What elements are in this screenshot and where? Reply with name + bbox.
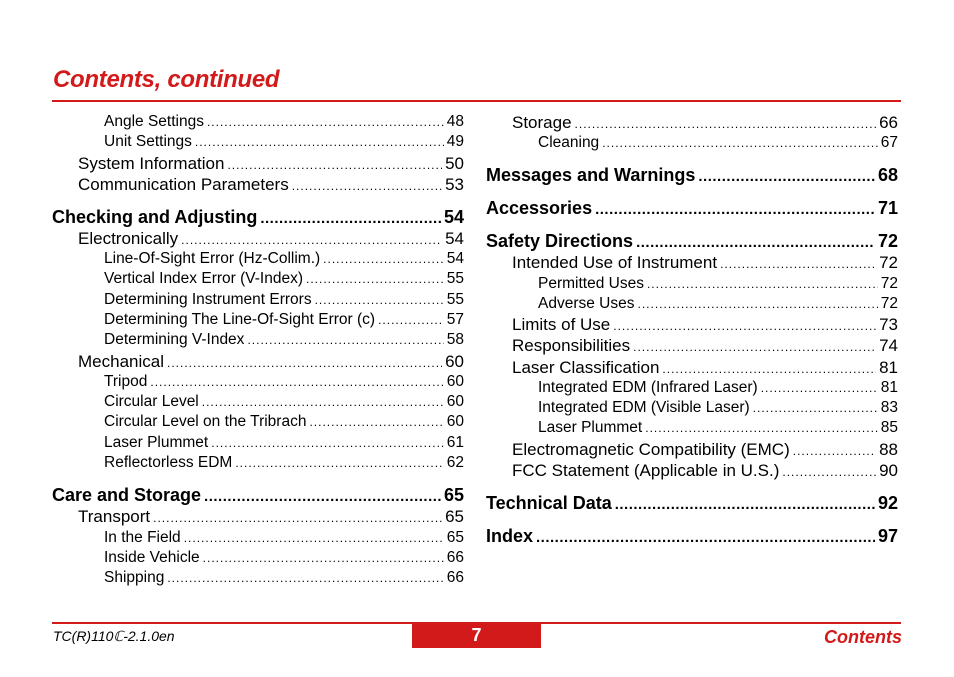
- toc-section-entry[interactable]: [486, 526, 898, 548]
- toc-section-entry[interactable]: [486, 231, 898, 253]
- toc-entry-page: 50: [445, 153, 464, 173]
- toc-entry-title: Responsibilities: [512, 336, 631, 356]
- dot-leader: [184, 531, 444, 545]
- toc-entry[interactable]: [52, 352, 464, 373]
- dot-leader: [698, 168, 875, 185]
- toc-entry[interactable]: [52, 113, 464, 133]
- toc-entry[interactable]: [486, 399, 898, 419]
- dot-leader: [793, 444, 876, 458]
- toc-column-right: [486, 113, 898, 548]
- dot-leader: [662, 362, 876, 376]
- dot-leader: [260, 210, 441, 227]
- toc-entry-page: 74: [879, 336, 898, 356]
- toc-entry-title: Shipping: [104, 569, 165, 587]
- toc-entry[interactable]: [486, 275, 898, 295]
- toc-entry[interactable]: [52, 270, 464, 290]
- toc-entry-title: Reflectorless EDM: [104, 454, 233, 472]
- toc-entry-page: 73: [879, 315, 898, 335]
- dot-leader: [647, 277, 878, 291]
- toc-entry-title: In the Field: [104, 528, 181, 546]
- toc-entry-page: 60: [446, 372, 464, 390]
- toc-entry-page: 72: [877, 231, 898, 252]
- toc-entry-title: Laser Plummet: [538, 419, 643, 437]
- document-code: TC(R)110ℂ-2.1.0en: [53, 628, 175, 644]
- toc-entry-page: 72: [880, 274, 898, 292]
- dot-leader: [204, 488, 441, 505]
- toc-entry[interactable]: [52, 413, 464, 433]
- toc-entry[interactable]: [52, 373, 464, 393]
- toc-entry-title: Index: [486, 526, 534, 547]
- toc-entry[interactable]: [52, 311, 464, 331]
- toc-entry-page: 88: [879, 439, 898, 459]
- toc-entry-title: Limits of Use: [512, 315, 611, 335]
- toc-entry-title: Unit Settings: [104, 133, 192, 151]
- dot-leader: [247, 333, 443, 347]
- toc-entry-title: Transport: [78, 507, 151, 527]
- dot-leader: [637, 297, 877, 311]
- toc-entry[interactable]: [486, 295, 898, 315]
- dot-leader: [181, 233, 442, 247]
- toc-entry[interactable]: [52, 291, 464, 311]
- dot-leader: [536, 529, 875, 546]
- toc-entry-title: Safety Directions: [486, 231, 634, 252]
- toc-entry[interactable]: [52, 250, 464, 270]
- toc-entry-page: 68: [877, 165, 898, 186]
- toc-entry-page: 48: [446, 113, 464, 130]
- dot-leader: [575, 117, 877, 131]
- toc-entry[interactable]: [486, 440, 898, 461]
- toc-entry-title: Care and Storage: [52, 485, 202, 506]
- dot-leader: [602, 136, 878, 150]
- toc-entry-title: Inside Vehicle: [104, 548, 200, 566]
- toc-entry-page: 60: [446, 393, 464, 411]
- dot-leader: [636, 234, 875, 251]
- dot-leader: [782, 465, 876, 479]
- toc-entry-page: 66: [446, 569, 464, 587]
- toc-entry-page: 65: [443, 485, 464, 506]
- toc-entry-page: 97: [877, 526, 898, 547]
- toc-entry-title: Line-Of-Sight Error (Hz-Collim.): [104, 250, 321, 268]
- toc-entry-title: Tripod: [104, 372, 148, 390]
- toc-entry[interactable]: [486, 113, 898, 134]
- toc-entry-title: Determining Instrument Errors: [104, 290, 312, 308]
- toc-entry-page: 60: [445, 351, 464, 371]
- dot-leader: [378, 313, 444, 327]
- toc-entry-page: 66: [446, 548, 464, 566]
- toc-entry-page: 71: [877, 198, 898, 219]
- dot-leader: [167, 571, 443, 585]
- toc-entry-page: 65: [445, 507, 464, 527]
- toc-entry-title: Circular Level on the Tribrach: [104, 413, 307, 431]
- toc-entry[interactable]: [52, 434, 464, 454]
- toc-entry[interactable]: [52, 454, 464, 474]
- toc-entry-page: 58: [446, 331, 464, 349]
- toc-entry-title: Integrated EDM (Visible Laser): [538, 399, 750, 417]
- dot-leader: [720, 257, 876, 271]
- toc-entry-title: Messages and Warnings: [486, 165, 696, 186]
- toc-section-entry[interactable]: [486, 493, 898, 515]
- toc-section-entry[interactable]: [486, 198, 898, 220]
- toc-entry-title: FCC Statement (Applicable in U.S.): [512, 460, 780, 480]
- toc-entry[interactable]: [52, 229, 464, 250]
- toc-entry-title: Electronically: [78, 228, 179, 248]
- toc-entry-title: Angle Settings: [104, 113, 204, 130]
- toc-entry-page: 60: [446, 413, 464, 431]
- toc-entry-title: Laser Plummet: [104, 433, 209, 451]
- page-title: Contents, continued: [53, 66, 280, 93]
- toc-entry-page: 85: [880, 419, 898, 437]
- toc-entry[interactable]: [486, 253, 898, 274]
- toc-entry[interactable]: [52, 393, 464, 413]
- dot-leader: [167, 356, 442, 370]
- toc-entry-page: 65: [446, 528, 464, 546]
- toc-entry-page: 53: [445, 174, 464, 194]
- toc-entry-page: 55: [446, 270, 464, 288]
- toc-column-left: [52, 113, 464, 589]
- toc-entry-title: Laser Classification: [512, 357, 660, 377]
- toc-entry[interactable]: [52, 133, 464, 153]
- toc-entry[interactable]: [52, 175, 464, 196]
- dot-leader: [202, 395, 444, 409]
- toc-entry-page: 66: [879, 113, 898, 132]
- toc-entry-page: 92: [877, 493, 898, 514]
- toc-entry[interactable]: [486, 419, 898, 439]
- toc-entry-title: Integrated EDM (Infrared Laser): [538, 378, 758, 396]
- dot-leader: [615, 496, 875, 513]
- dot-leader: [195, 135, 444, 149]
- toc-entry-title: Determining The Line-Of-Sight Error (c): [104, 311, 376, 329]
- dot-leader: [613, 319, 876, 333]
- toc-entry-title: Vertical Index Error (V-Index): [104, 270, 303, 288]
- toc-entry[interactable]: [52, 331, 464, 351]
- toc-entry-page: 54: [445, 228, 464, 248]
- toc-entry-page: 54: [443, 206, 464, 227]
- dot-leader: [753, 401, 878, 415]
- toc-entry-title: Checking and Adjusting: [52, 206, 258, 227]
- toc-entry[interactable]: [486, 315, 898, 336]
- toc-entry-title: Storage: [512, 113, 572, 132]
- dot-leader: [645, 421, 878, 435]
- toc-entry[interactable]: [52, 507, 464, 528]
- toc-entry-title: Mechanical: [78, 351, 164, 371]
- toc-entry-page: 67: [880, 134, 898, 152]
- dot-leader: [227, 158, 442, 172]
- dot-leader: [153, 511, 442, 525]
- page-number: 7: [412, 622, 541, 648]
- toc-entry-title: Cleaning: [538, 134, 600, 152]
- dot-leader: [761, 381, 878, 395]
- toc-section-entry[interactable]: [52, 207, 464, 229]
- toc-entry-title: Accessories: [486, 198, 593, 219]
- dot-leader: [207, 115, 444, 129]
- dot-leader: [315, 293, 444, 307]
- toc-entry[interactable]: [52, 154, 464, 175]
- toc-entry[interactable]: [52, 529, 464, 549]
- dot-leader: [292, 179, 442, 193]
- toc-entry-page: 81: [880, 378, 898, 396]
- dot-leader: [203, 551, 444, 565]
- dot-leader: [306, 272, 444, 286]
- toc-entry[interactable]: [52, 569, 464, 589]
- toc-section-entry[interactable]: [486, 165, 898, 187]
- toc-entry-page: 54: [446, 250, 464, 268]
- toc-entry-title: Adverse Uses: [538, 294, 635, 312]
- toc-entry[interactable]: [486, 336, 898, 357]
- toc-entry[interactable]: [486, 379, 898, 399]
- dot-leader: [595, 201, 875, 218]
- toc-entry-title: Permitted Uses: [538, 274, 644, 292]
- toc-entry-title: Determining V-Index: [104, 331, 245, 349]
- dot-leader: [150, 375, 443, 389]
- dot-leader: [633, 340, 876, 354]
- toc-entry[interactable]: [486, 134, 898, 154]
- toc-entry-title: System Information: [78, 153, 225, 173]
- toc-entry-page: 61: [446, 433, 464, 451]
- toc-entry[interactable]: [486, 358, 898, 379]
- toc-entry-title: Communication Parameters: [78, 174, 289, 194]
- toc-section-entry[interactable]: [52, 485, 464, 507]
- toc-entry-page: 49: [446, 133, 464, 151]
- toc-entry[interactable]: [52, 549, 464, 569]
- toc-entry-title: Technical Data: [486, 493, 612, 514]
- toc-entry-page: 55: [446, 290, 464, 308]
- dot-leader: [211, 436, 444, 450]
- dot-leader: [323, 252, 444, 266]
- footer-section-title: Contents: [824, 627, 902, 647]
- toc-entry-page: 90: [879, 460, 898, 480]
- toc-entry-title: Electromagnetic Compatibility (EMC): [512, 439, 790, 459]
- toc-entry-title: Circular Level: [104, 393, 199, 411]
- toc-entry-page: 57: [446, 311, 464, 329]
- toc-entry-title: Intended Use of Instrument: [512, 253, 718, 273]
- dot-leader: [309, 415, 443, 429]
- header-rule: [52, 100, 901, 102]
- dot-leader: [235, 456, 443, 470]
- toc-entry[interactable]: [486, 461, 898, 482]
- toc-entry-page: 72: [879, 253, 898, 273]
- toc-entry-page: 72: [880, 294, 898, 312]
- toc-entry-page: 81: [879, 357, 898, 377]
- toc-entry-page: 62: [446, 454, 464, 472]
- toc-entry-page: 83: [880, 399, 898, 417]
